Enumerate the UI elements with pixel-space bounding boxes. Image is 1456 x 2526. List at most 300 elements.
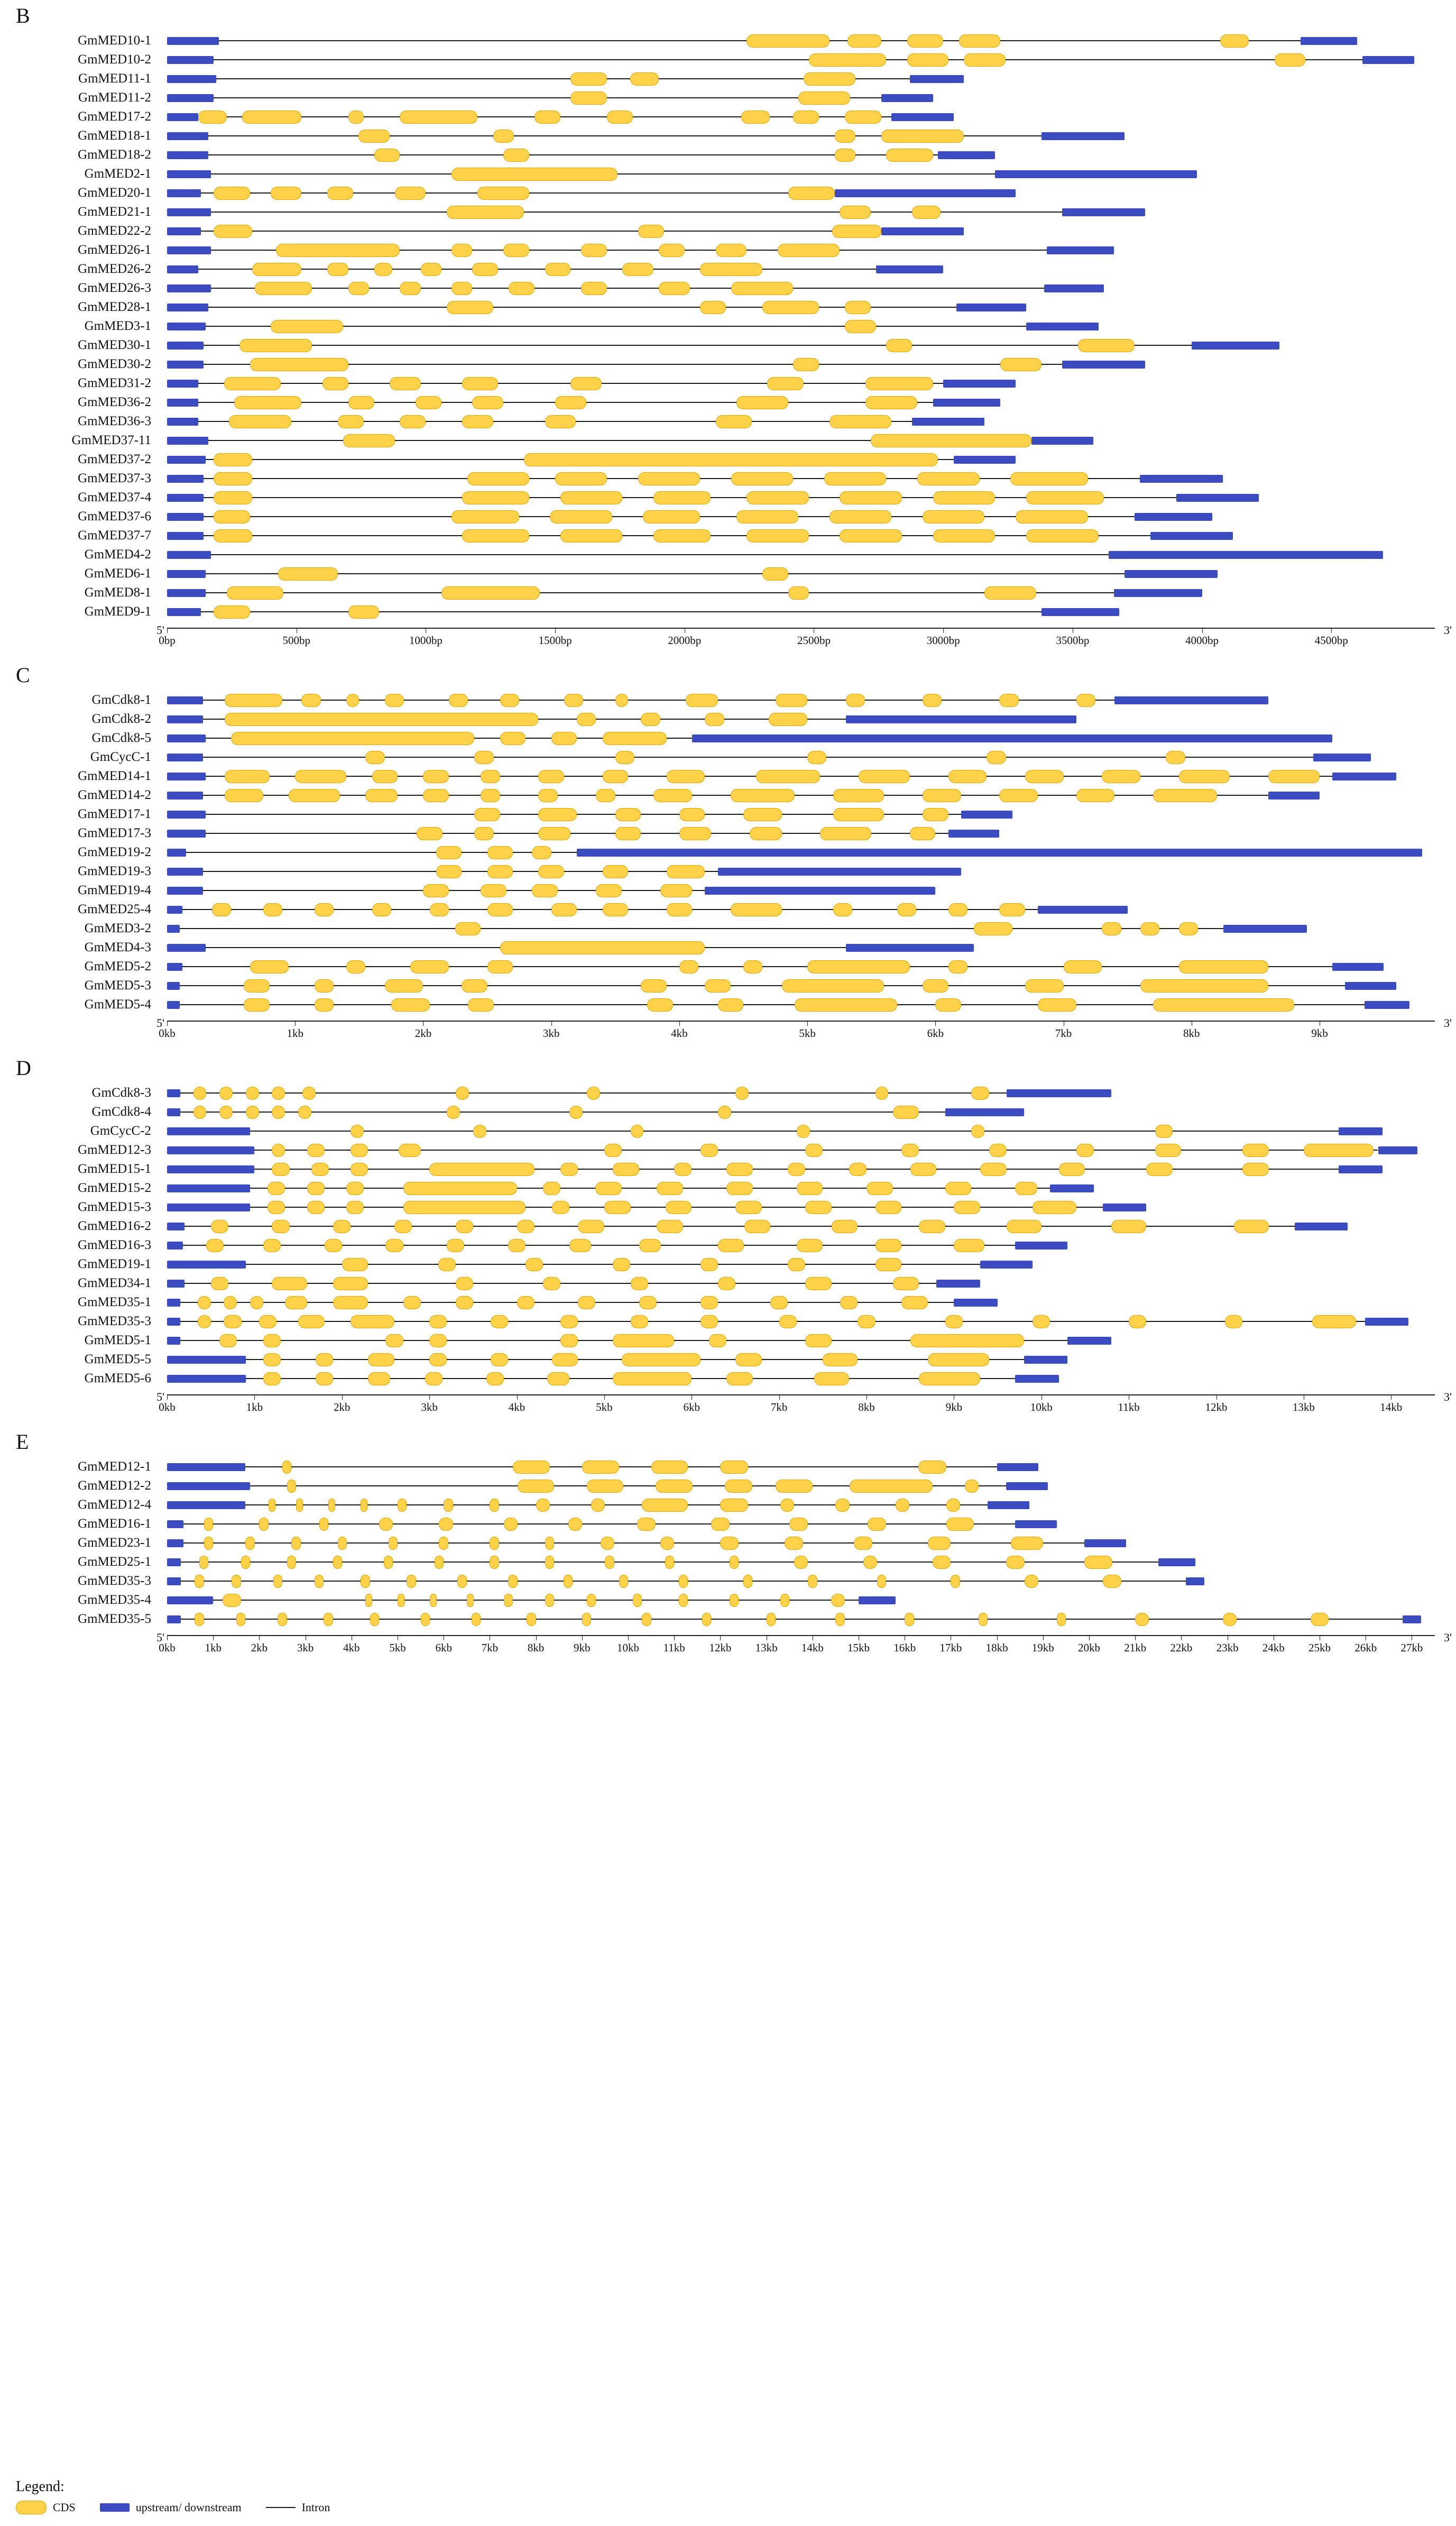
upstream-downstream-segment (1114, 589, 1202, 597)
cds-segment (564, 694, 583, 707)
gene-label: GmMED26-3 (78, 281, 151, 295)
cds-segment (225, 770, 270, 783)
cds-segment (342, 1258, 368, 1271)
cds-segment (214, 529, 252, 543)
cds-segment (901, 1296, 928, 1309)
cds-segment (272, 1163, 289, 1176)
cds-segment (1076, 1144, 1094, 1157)
axis-tick-label: 9kb (574, 1641, 591, 1654)
axis-tick-label: 9kb (945, 1401, 963, 1413)
cds-segment (726, 1182, 753, 1195)
upstream-downstream-segment (167, 475, 204, 483)
upstream-downstream-segment (1140, 475, 1223, 483)
upstream-downstream-segment (167, 849, 186, 857)
cds-segment (603, 903, 628, 916)
cds-segment (276, 244, 400, 257)
cds-segment (653, 789, 692, 802)
axis-line (167, 1635, 1435, 1636)
cds-segment (346, 1182, 364, 1195)
cds-segment (429, 1353, 447, 1366)
cds-segment (385, 694, 404, 707)
intron-segment (250, 1188, 1050, 1189)
cds-segment (619, 1575, 628, 1588)
cds-segment (886, 149, 933, 162)
upstream-downstream-segment (1024, 1356, 1068, 1364)
upstream-downstream-segment (167, 1375, 246, 1383)
cds-segment (509, 282, 535, 295)
upstream-downstream-segment (167, 830, 206, 838)
axis-tick-label: 7kb (1055, 1027, 1072, 1040)
cds-segment (709, 1334, 726, 1347)
cds-segment (219, 1106, 233, 1119)
gene-row (0, 1122, 1456, 1141)
upstream-downstream-segment (167, 551, 211, 559)
gene-row (0, 450, 1456, 469)
cds-segment (1179, 922, 1198, 935)
panel-c (0, 663, 1456, 1047)
three-prime-label: 3' (1444, 1631, 1452, 1644)
cds-segment (631, 1315, 648, 1328)
intron-segment (181, 1619, 1403, 1620)
cds-segment (923, 808, 948, 821)
axis-tick-label: 13kb (1292, 1401, 1315, 1413)
gene-track (167, 786, 1435, 805)
upstream-downstream-segment (881, 227, 964, 235)
gene-label: GmMED37-6 (78, 509, 151, 523)
cds-segment (403, 1182, 517, 1195)
cds-segment (605, 1556, 614, 1569)
axis-tick-label: 5kb (389, 1641, 406, 1654)
cds-segment (622, 263, 653, 276)
cds-segment (244, 998, 269, 1012)
cds-segment (227, 586, 284, 600)
cds-segment (1026, 491, 1104, 504)
cds-segment (1242, 1163, 1269, 1176)
upstream-downstream-segment (835, 189, 1016, 197)
cds-segment (447, 1239, 464, 1252)
upstream-downstream-segment (1103, 1204, 1147, 1211)
cds-segment (711, 1518, 730, 1531)
cds-segment (517, 1296, 535, 1309)
cds-segment (1153, 789, 1217, 802)
cds-segment (229, 415, 291, 428)
cds-segment (570, 72, 607, 86)
cds-segment (1234, 1220, 1269, 1233)
axis-tick-label: 4kb (671, 1027, 688, 1040)
axis-tick (674, 1635, 675, 1640)
axis-tick-label: 3kb (421, 1401, 438, 1413)
upstream-downstream-segment (167, 906, 182, 914)
cds-segment (780, 1594, 789, 1607)
cds-segment (871, 434, 1031, 447)
gene-row (0, 1236, 1456, 1255)
cds-segment (946, 1499, 960, 1512)
upstream-downstream-segment (1031, 437, 1093, 445)
cds-segment (637, 1518, 656, 1531)
cds-segment (797, 1239, 823, 1252)
cds-segment (735, 1087, 749, 1100)
upstream-downstream-segment (167, 925, 180, 933)
cds-segment (1015, 1182, 1037, 1195)
cds-segment (451, 282, 472, 295)
upstream-downstream-segment (167, 208, 211, 216)
cds-segment (731, 472, 793, 485)
cds-segment (315, 998, 334, 1012)
cds-segment (468, 998, 493, 1012)
cds-segment (421, 1613, 430, 1626)
cds-segment (1311, 1613, 1329, 1626)
panel-letter-e: E (16, 1430, 29, 1454)
cds-segment (212, 903, 231, 916)
cds-segment (858, 1315, 875, 1328)
cds-segment (741, 111, 770, 124)
gene-row (0, 1331, 1456, 1350)
gene-track (167, 919, 1435, 938)
intron-segment (203, 890, 705, 891)
cds-segment (702, 1613, 711, 1626)
gene-label: GmMED19-4 (78, 883, 151, 897)
gene-label: GmMED21-1 (78, 205, 151, 219)
cds-segment (272, 1144, 285, 1157)
upstream-downstream-segment (167, 532, 204, 540)
cds-segment (555, 396, 586, 409)
gene-row (0, 1103, 1456, 1122)
axis-tick (213, 1635, 214, 1640)
cds-segment (481, 884, 506, 897)
gene-track (167, 900, 1435, 919)
cds-segment (613, 1372, 692, 1385)
gene-row (0, 710, 1456, 729)
cds-segment (451, 244, 472, 257)
cds-segment (603, 865, 628, 878)
gene-label: GmMED18-2 (78, 148, 151, 162)
axis-tick-label: 19kb (1031, 1641, 1054, 1654)
intron-segment (245, 1504, 988, 1505)
cds-segment (788, 187, 835, 200)
cds-segment (365, 1594, 372, 1607)
upstream-downstream-segment (1042, 608, 1119, 616)
cds-segment (503, 244, 529, 257)
axis-tick-label: 1kb (287, 1027, 303, 1040)
upstream-downstream-segment (1015, 1375, 1059, 1383)
gene-label: GmMED4-3 (84, 940, 151, 954)
cds-segment (923, 510, 984, 523)
cds-segment (385, 1239, 403, 1252)
cds-segment (439, 1537, 448, 1550)
gene-label: GmMED5-4 (84, 997, 151, 1012)
gene-track (167, 526, 1435, 545)
cds-segment (989, 1144, 1007, 1157)
cds-segment (736, 396, 788, 409)
axis-tick (604, 1394, 605, 1400)
cds-segment (273, 1575, 282, 1588)
cds-segment (833, 808, 884, 821)
cds-segment (660, 1537, 674, 1550)
axis-tick (1043, 1635, 1044, 1640)
axis-tick (997, 1635, 998, 1640)
cds-segment (384, 1556, 393, 1569)
axis-tick-label: 1kb (246, 1401, 263, 1413)
gene-track (167, 824, 1435, 843)
gene-row (0, 805, 1456, 824)
gene-track (167, 1591, 1435, 1610)
gene-label: GmMED11-1 (78, 71, 151, 86)
axis-tick-label: 2kb (251, 1641, 268, 1654)
cds-segment (735, 1353, 762, 1366)
cds-segment (778, 244, 840, 257)
cds-segment (731, 789, 795, 802)
three-prime-label: 3' (1444, 1390, 1452, 1403)
cds-segment (532, 846, 551, 859)
cds-segment (832, 225, 881, 238)
cds-segment (527, 1613, 536, 1626)
cds-segment (701, 1315, 718, 1328)
cds-segment (762, 301, 819, 314)
cds-segment (551, 903, 577, 916)
cds-segment (242, 111, 302, 124)
cds-segment (808, 1575, 817, 1588)
upstream-downstream-segment (167, 1184, 250, 1192)
cds-segment (302, 1087, 316, 1100)
gene-track (167, 203, 1435, 222)
cds-segment (193, 1087, 207, 1100)
upstream-downstream-segment (1135, 513, 1212, 521)
upstream-downstream-segment (1007, 1089, 1111, 1097)
gene-track (167, 1312, 1435, 1331)
gene-rows (0, 1457, 1456, 1629)
gene-track (167, 1350, 1435, 1369)
cds-segment (747, 34, 830, 48)
gene-track (167, 564, 1435, 583)
gene-track (167, 1160, 1435, 1179)
cds-segment (951, 1575, 960, 1588)
gene-label: GmMED36-2 (78, 395, 151, 409)
cds-segment (455, 922, 481, 935)
cds-segment (1057, 1613, 1066, 1626)
cds-segment (679, 1594, 688, 1607)
cds-segment (307, 1182, 325, 1195)
cds-segment (910, 1334, 1024, 1347)
gene-label: GmMED17-3 (78, 826, 151, 840)
upstream-downstream-segment (948, 830, 1000, 838)
cds-segment (948, 960, 967, 973)
upstream-downstream-segment (1006, 1482, 1047, 1490)
upstream-downstream-segment (167, 1577, 181, 1585)
gene-label: GmMED34-1 (78, 1276, 151, 1290)
intron-segment (211, 554, 1109, 555)
x-axis (0, 1389, 1456, 1421)
cds-segment (582, 1613, 591, 1626)
upstream-downstream-segment (1268, 792, 1320, 800)
axis-line (167, 1021, 1435, 1022)
cds-segment (291, 1537, 300, 1550)
upstream-downstream-segment (846, 944, 974, 952)
gene-track (167, 545, 1435, 564)
cds-segment (560, 1334, 578, 1347)
cds-segment (560, 529, 622, 543)
gene-label: GmMED19-3 (78, 864, 151, 878)
cds-segment (1225, 1315, 1242, 1328)
upstream-downstream-segment (1150, 532, 1233, 540)
upstream-downstream-segment (1403, 1615, 1421, 1623)
intron-segment (213, 1600, 859, 1601)
intron-segment (245, 1466, 997, 1467)
cds-segment (1140, 922, 1159, 935)
axis-tick (807, 1021, 808, 1026)
upstream-downstream-segment (167, 265, 198, 273)
cds-segment (400, 111, 477, 124)
cds-segment (214, 187, 250, 200)
cds-segment (999, 694, 1018, 707)
axis-tick-label: 14kb (1380, 1401, 1403, 1413)
intron-segment (208, 307, 956, 308)
cds-segment (615, 808, 641, 821)
axis-tick (167, 1635, 168, 1640)
upstream-downstream-segment (705, 887, 935, 895)
cds-segment (295, 770, 346, 783)
gene-row (0, 1514, 1456, 1533)
gene-track (167, 260, 1435, 279)
gene-label: GmCdk8-1 (91, 693, 151, 707)
intron-segment (211, 288, 1044, 289)
cds-segment (603, 770, 628, 783)
gene-track (167, 145, 1435, 164)
cds-segment (436, 846, 462, 859)
cds-segment (1059, 1163, 1085, 1176)
cds-segment (1268, 770, 1320, 783)
cds-segment (1000, 358, 1042, 371)
cds-segment (805, 1334, 832, 1347)
cds-segment (859, 770, 910, 783)
gene-label: GmMED5-6 (84, 1371, 151, 1385)
axis-tick (429, 1394, 430, 1400)
panel-b (0, 3, 1456, 654)
legend-title: Legend: (16, 2478, 64, 2495)
cds-segment (846, 694, 865, 707)
cds-segment (868, 1518, 886, 1531)
cds-segment (1140, 979, 1268, 993)
intron-segment (214, 97, 881, 98)
gene-row (0, 126, 1456, 145)
cds-segment (785, 1537, 803, 1550)
upstream-downstream-segment (577, 849, 1422, 857)
gene-label: GmCdk8-4 (91, 1105, 151, 1119)
upstream-downstream-segment (933, 399, 1000, 407)
cds-segment (241, 1556, 250, 1569)
cds-segment (268, 1201, 285, 1214)
gene-label: GmCdk8-2 (91, 712, 151, 726)
gene-track (167, 1514, 1435, 1533)
gene-track (167, 691, 1435, 710)
cds-segment (374, 263, 392, 276)
cds-segment (798, 91, 850, 105)
gene-row (0, 583, 1456, 602)
gene-row (0, 279, 1456, 298)
gene-row (0, 1160, 1456, 1179)
cds-segment (223, 1594, 241, 1607)
cds-segment (346, 1201, 364, 1214)
cds-segment (474, 751, 493, 764)
cds-segment (225, 713, 538, 726)
cds-segment (195, 1575, 204, 1588)
cds-segment (577, 713, 596, 726)
gene-label: GmMED19-1 (78, 1257, 151, 1271)
cds-segment (410, 960, 449, 973)
gene-track (167, 1610, 1435, 1629)
axis-tick-label: 1000bp (409, 634, 443, 647)
cds-segment (705, 713, 724, 726)
cds-segment (747, 529, 808, 543)
gene-row (0, 995, 1456, 1014)
cds-segment (1242, 1144, 1269, 1157)
cds-segment (935, 998, 961, 1012)
cds-segment (946, 1518, 974, 1531)
upstream-downstream-segment (1038, 906, 1128, 914)
cds-segment (311, 1163, 329, 1176)
cds-segment (642, 1499, 688, 1512)
cds-segment (679, 960, 698, 973)
cds-segment (456, 1296, 473, 1309)
cds-segment (351, 1315, 394, 1328)
gene-label: GmMED37-2 (78, 452, 151, 466)
axis-tick-label: 12kb (709, 1641, 732, 1654)
cds-segment (351, 1163, 368, 1176)
cds-segment (615, 694, 628, 707)
axis-tick-label: 500bp (282, 634, 310, 647)
gene-track (167, 222, 1435, 241)
cds-segment (1064, 960, 1102, 973)
axis-tick (254, 1394, 255, 1400)
cds-segment (1016, 510, 1088, 523)
upstream-downstream-segment (167, 380, 198, 388)
axis-tick (167, 1021, 168, 1026)
upstream-downstream-segment (167, 1299, 180, 1307)
cds-segment (1078, 339, 1135, 352)
upstream-downstream-segment (938, 151, 995, 159)
cds-segment (832, 1220, 858, 1233)
gene-track (167, 31, 1435, 50)
cds-segment (877, 1575, 886, 1588)
upstream-downstream-segment (167, 1318, 180, 1326)
upstream-downstream-segment (167, 608, 201, 616)
cds-segment (782, 979, 884, 993)
gene-label: GmMED11-2 (78, 90, 151, 105)
axis-tick-label: 11kb (1118, 1401, 1140, 1413)
gene-row (0, 1217, 1456, 1236)
cds-segment (865, 396, 917, 409)
axis-tick (555, 628, 556, 633)
cds-segment (570, 91, 607, 105)
axis-tick-label: 14kb (801, 1641, 824, 1654)
gene-row (0, 1553, 1456, 1572)
cds-segment (328, 1499, 335, 1512)
cds-segment (1025, 770, 1064, 783)
cds-segment (296, 1499, 303, 1512)
upstream-downstream-segment (1295, 1223, 1347, 1230)
cds-segment (716, 244, 747, 257)
upstream-downstream-segment (167, 1558, 181, 1566)
cds-segment (474, 827, 493, 840)
cds-segment (490, 1499, 499, 1512)
cds-segment (214, 510, 250, 523)
gene-track (167, 507, 1435, 526)
cds-segment (1026, 529, 1099, 543)
upstream-downstream-segment (167, 1204, 250, 1211)
cds-segment (439, 1518, 453, 1531)
cds-segment (948, 903, 967, 916)
gene-label: GmMED15-1 (78, 1162, 151, 1176)
gene-track (167, 602, 1435, 621)
